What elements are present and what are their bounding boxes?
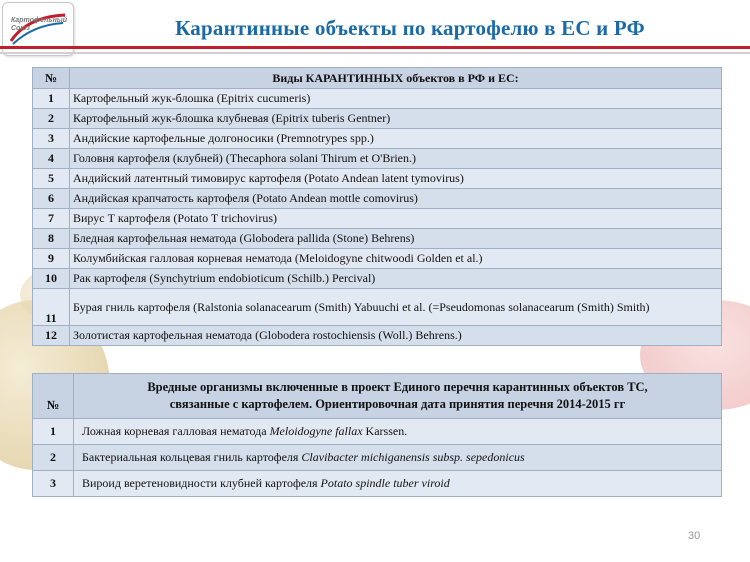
row-number: 4 (33, 149, 70, 169)
table-header-row (33, 374, 722, 419)
proposed-quarantine-table (32, 373, 722, 497)
row-text (74, 445, 722, 471)
latin-name: Clavibacter michiganensis subsp. sepedonicus (301, 450, 525, 464)
table-row (33, 269, 722, 289)
header (0, 0, 750, 62)
row-text: Картофельный жук-блошка клубневая (Epitrix tuberis Gentner) (70, 109, 722, 129)
table-row (33, 249, 722, 269)
column-header-species: Виды КАРАНТИННЫХ объектов в РФ и ЕС: (70, 68, 722, 89)
row-number: 3 (33, 129, 70, 149)
row-number: 12 (33, 326, 70, 346)
row-text: Вирус Т картофеля (Potato T trichovirus) (70, 209, 722, 229)
header-line: связанные с картофелем. Ориентировочная дата принятия перечня 2014-2015 гг (169, 397, 626, 411)
row-text: Головня картофеля (клубней) (Thecaphora solani Thirum et O'Brien.) (70, 149, 722, 169)
header-divider-secondary (0, 52, 750, 54)
page-number: 30 (688, 530, 701, 542)
row-text: Золотистая картофельная нематода (Globodera rostochiensis (Woll.) Behrens.) (70, 326, 722, 346)
common-name: Ложная корневая галловая нематода (82, 424, 270, 438)
author: Karssen. (362, 424, 408, 438)
table-row (33, 229, 722, 249)
column-header-number: № (33, 374, 74, 419)
table-row (33, 189, 722, 209)
row-number: 9 (33, 249, 70, 269)
logo-text: Картофельный Союз (11, 17, 68, 32)
row-number: 2 (33, 445, 74, 471)
row-text: Бледная картофельная нематода (Globodera pallida (Stone) Behrens) (70, 229, 722, 249)
latin-name: Meloidogyne fallax (269, 424, 363, 438)
row-number: 6 (33, 189, 70, 209)
table-row (33, 471, 722, 497)
row-number: 7 (33, 209, 70, 229)
row-number: 1 (33, 419, 74, 445)
row-text: Андийский латентный тимовирус картофеля (Potato Andean latent tymovirus) (70, 169, 722, 189)
column-header-organisms (74, 374, 722, 419)
latin-name: Potato spindle tuber viroid (320, 476, 450, 490)
table-row (33, 109, 722, 129)
row-number: 5 (33, 169, 70, 189)
table-row (33, 289, 722, 326)
row-text (74, 471, 722, 497)
table-row (33, 419, 722, 445)
row-text: Андийские картофельные долгоносики (Premnotrypes spp.) (70, 129, 722, 149)
page-title: Карантинные объекты по картофелю в ЕС и РФ (175, 16, 645, 40)
table-row (33, 326, 722, 346)
row-text: Андийская крапчатость картофеля (Potato Andean mottle comovirus) (70, 189, 722, 209)
row-text: Рак картофеля (Synchytrium endobioticum (Schilb.) Percival) (70, 269, 722, 289)
table-row (33, 445, 722, 471)
table-row (33, 149, 722, 169)
row-text: Картофельный жук-блошка (Epitrix cucumeris) (70, 89, 722, 109)
table-row (33, 169, 722, 189)
row-number: 8 (33, 229, 70, 249)
row-number: 3 (33, 471, 74, 497)
row-text: Бурая гниль картофеля (Ralstonia solanacearum (Smith) Yabuuchi et al. (=Pseudomonas solanacearum (Smith) Smith) (70, 289, 722, 326)
table-row (33, 89, 722, 109)
common-name: Бактериальная кольцевая гниль картофеля (82, 450, 302, 464)
row-number: 1 (33, 89, 70, 109)
row-number: 2 (33, 109, 70, 129)
row-text (74, 419, 722, 445)
table-row (33, 129, 722, 149)
header-line: Вредные организмы включенные в проект Единого перечня карантинных объектов ТС, (147, 380, 648, 394)
table-header-row (33, 68, 722, 89)
row-text: Колумбийская галловая корневая нематода (Meloidogyne chitwoodi Golden et al.) (70, 249, 722, 269)
row-number: 10 (33, 269, 70, 289)
quarantine-species-table (32, 67, 722, 346)
column-header-number: № (33, 68, 70, 89)
header-divider (0, 46, 750, 49)
common-name: Вироид веретеновидности клубней картофеля (82, 476, 321, 490)
table-row (33, 209, 722, 229)
row-number: 11 (33, 289, 70, 326)
